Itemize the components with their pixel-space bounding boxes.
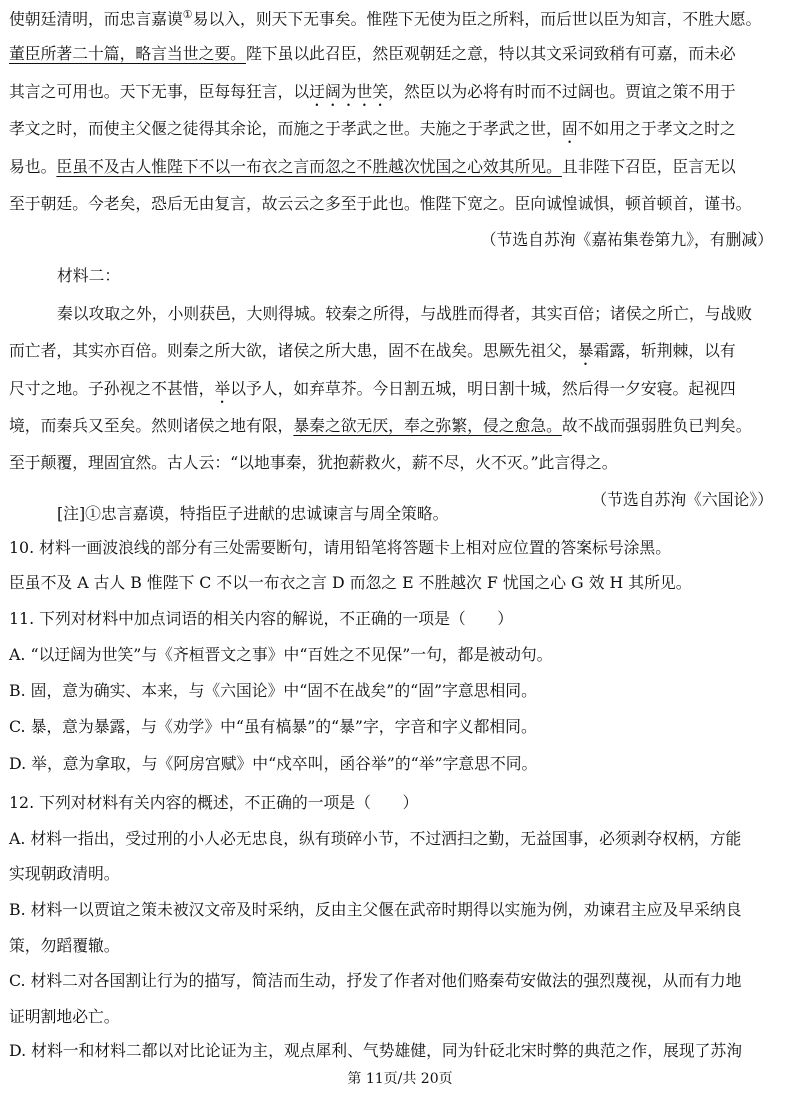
dotted-text: 举 (214, 379, 231, 398)
q11-option-a: A. “以迂阔为世笑”与《齐桓晋文之事》中“百姓之不见保”一句，都是被动句。 (9, 645, 553, 664)
text: 陛下虽以此召臣，然臣观朝廷之意，特以其文采词致稍有可嘉，而未必 (245, 44, 736, 63)
text: 其言之可用也。天下无事，臣每每狂言，以 (9, 82, 310, 101)
text: 且非陛下召臣，臣言无以 (561, 157, 736, 176)
q12-option-d-1: D. 材料一和材料二都以对比论证为主，观点犀利、气势雄健，同为针砭北宋时弊的典范之作，展现了苏洵 (9, 1041, 743, 1060)
q10-stem: 10. 材料一画波浪线的部分有三处需要断句，请用铅笔将答题卡上相对应位置的答案标号涂黑。 (9, 538, 672, 557)
m2-source: （节选自苏洵《六国论》） (591, 490, 773, 509)
underlined-text: 暴秦之欲无厌，奉之弥繁，侵之愈急。 (293, 416, 562, 435)
q11-stem: 11. 下列对材料中加点词语的相关内容的解说，不正确的一项是（ ） (9, 609, 514, 628)
dotted-text: 迂阔为世笑 (309, 82, 389, 101)
text: 霜露，斩荆棘，以有 (593, 341, 736, 360)
text: 尺寸之地。子孙视之不甚惜， (9, 379, 215, 398)
q12-option-c-1: C. 材料二对各国割让行为的描写，简洁而生动，抒发了作者对他们赂秦苟安做法的强烈蔑视，从而有力地 (9, 971, 742, 990)
q11-option-d: D. 举，意为拿取，与《阿房宫赋》中“戍卒叫，函谷举”的“举”字意思不同。 (9, 754, 538, 773)
q11-option-b: B. 固，意为确实、本来，与《六国论》中“固不在战矣”的“固”字意思相同。 (9, 681, 537, 700)
m1-line-2 (9, 43, 800, 65)
dotted-text: 暴 (577, 341, 594, 360)
text: 境，而秦兵又至矣。然则诸侯之地有限， (9, 416, 294, 435)
wavy-underlined-text: 臣虽不及古人惟陛下不以一布衣之言而忽之不胜越次忧国之心效其所见。 (56, 157, 562, 176)
q12-option-b-1: B. 材料一以贾谊之策未被汉文帝及时采纳，反由主父偃在武帝时期得以实施为例，劝谏君主应及早采纳良 (9, 900, 742, 919)
dotted-text: 固 (561, 119, 578, 138)
q11-option-c: C. 暴，意为暴露，与《劝学》中“虽有槁暴”的“暴”字，字音和字义都相同。 (9, 717, 537, 736)
q10-text: 臣虽不及 A 古人 B 惟陛下 C 不以一布衣之言 D 而忽之 E 不胜越次 F 忧国之心 G 效 H 其所见。 (9, 573, 692, 592)
q12-option-b-2: 策，勿蹈覆辙。 (9, 936, 120, 955)
m1-line-4 (9, 118, 800, 147)
footnote-mark: ① (182, 8, 193, 21)
m2-line-2 (9, 340, 800, 369)
text: 以予人，如弃草芥。今日割五城，明日割十城，然后得一夕安寝。起视四 (230, 379, 736, 398)
text: 不如用之于孝文之时之 (577, 119, 736, 138)
m1-line-5 (9, 156, 800, 178)
text: 易也。 (9, 157, 57, 176)
text: 孝文之时，而使主父偃之徒得其余论，而施之于孝武之世。夫施之于孝武之世， (9, 119, 562, 138)
m1-line-6: 至于朝廷。今老矣，恐后无由复言，故云云之多至于此也。惟陛下宽之。臣向诚惶诚惧，顿首顿首，谨书。 (9, 194, 752, 213)
m2-heading: 材料二： (57, 266, 121, 285)
q12-option-a-1: A. 材料一指出，受过刑的小人必无忠良，纵有琐碎小节，不过洒扫之勤，无益国事，必须剥夺权柄，方能 (9, 829, 742, 848)
m1-source: （节选自苏洵《嘉祐集卷第九》，有删减） (480, 230, 773, 249)
m1-line-1 (9, 4, 800, 30)
m2-line-5: 至于颠覆，理固宜然。古人云：“以地事秦，犹抱薪救火，薪不尽，火不灭。”此言得之。 (9, 453, 618, 472)
text: 使朝廷清明，而忠言嘉谟 (9, 9, 183, 29)
text: 故不战而强弱胜负已判矣。 (561, 416, 752, 435)
m2-line-3 (9, 378, 800, 407)
wavy-underlined-text: 董臣所著二十篇，略言当世之要。 (9, 44, 246, 63)
q12-option-c-2: 证明割地必亡。 (9, 1007, 120, 1026)
text: 易以入，则天下无事矣。惟陛下无使为臣之所料，而后世以臣为知言，不胜大愿。 (192, 9, 762, 29)
page-footer: 第 11页/共 20页 (347, 1071, 453, 1087)
q12-option-a-2: 实现朝政清明。 (9, 864, 120, 883)
annotation-note: [注]①忠言嘉谟，特指臣子进献的忠诚谏言与周全策略。 (57, 504, 449, 523)
m2-line-4 (9, 415, 800, 437)
q12-stem: 12. 下列对材料有关内容的概述，不正确的一项是（ ） (9, 793, 419, 812)
m1-line-3 (9, 81, 800, 110)
text: 而亡者，其实亦百倍。则秦之所大欲，诸侯之所大患，固不在战矣。思厥先祖父， (9, 341, 578, 360)
text: ，然臣以为必将有时而不过阔也。贾谊之策不用于 (388, 82, 736, 101)
m2-line-1: 秦以攻取之外，小则获邑，大则得城。较秦之所得，与战胜而得者，其实百倍；诸侯之所亡，与战败 (57, 304, 753, 323)
